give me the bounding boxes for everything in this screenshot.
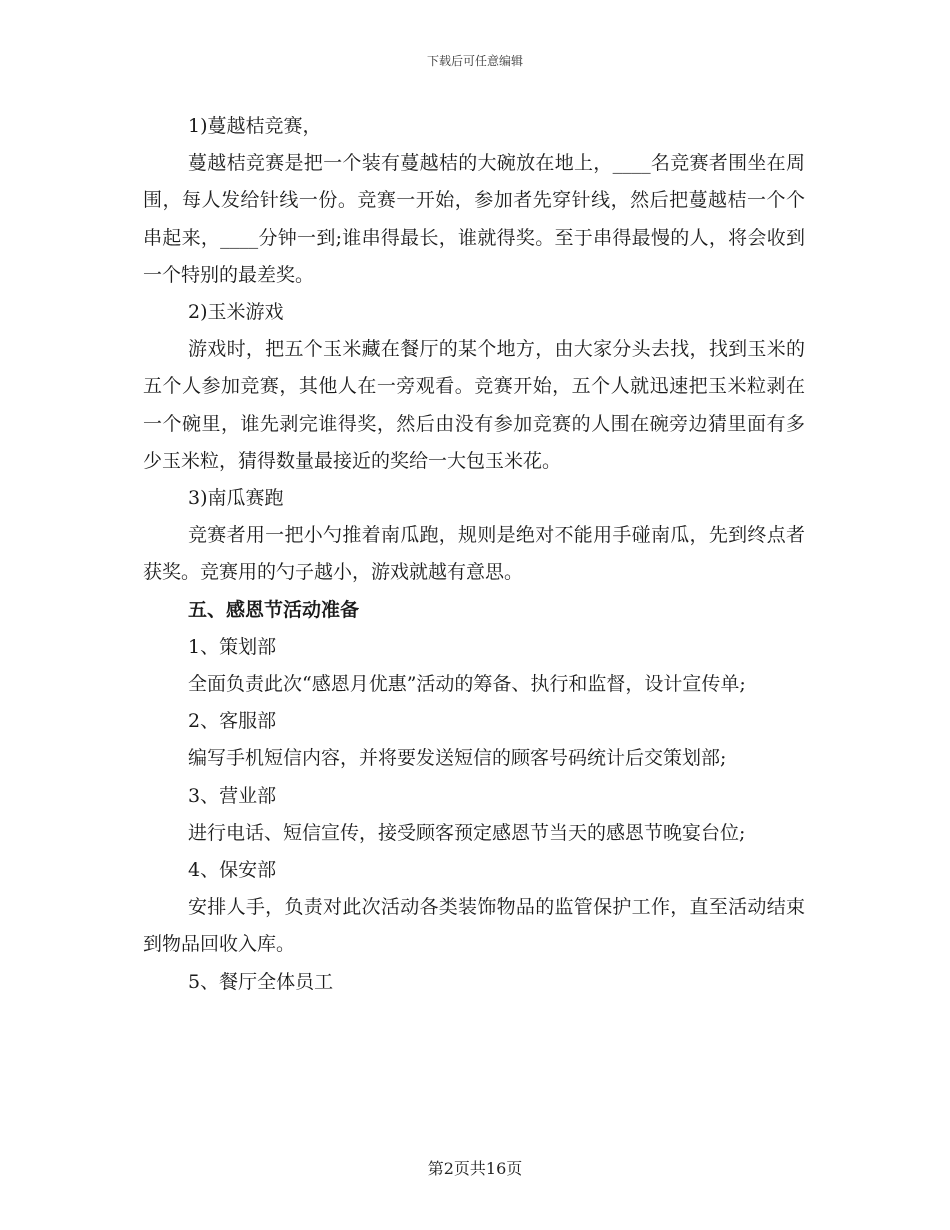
item-title-2: 2)玉米游戏 [188, 301, 284, 324]
paragraph-cranberry: 蔓越桔竞赛是把一个装有蔓越桔的大碗放在地上，____名竞赛者围坐在周围，每人发给针线一份。竞赛一开始，参加者先穿针线，然后把蔓越桔一个个串起来，____分钟一到;谁串得最长，谁就得奖。至于串得最慢的人，将会收到一个特别的最差奖。 [143, 152, 805, 286]
paragraph-pumpkin: 竞赛者用一把小勺推着南瓜跑，规则是绝对不能用手碰南瓜，先到终点者获奖。竞赛用的勺子越小，游戏就越有意思。 [143, 524, 805, 584]
paragraph-sales: 进行电话、短信宣传，接受顾客预定感恩节当天的感恩节晚宴台位; [188, 821, 746, 844]
item-title-3: 3)南瓜赛跑 [188, 487, 284, 510]
dept-title-security: 4、保安部 [188, 859, 277, 882]
section-heading: 五、感恩节活动准备 [188, 598, 360, 621]
dept-title-staff: 5、餐厅全体员工 [188, 970, 334, 993]
item-title-1: 1)蔓越桔竞赛， [188, 115, 322, 137]
paragraph-corn: 游戏时，把五个玉米藏在餐厅的某个地方，由大家分头去找，找到玉米的五个人参加竞赛，其他人在一旁观看。竞赛开始，五个人就迅速把玉米粒剥在一个碗里，谁先剥完谁得奖，然后由没有参加竞赛的人围在碗旁边猜里面有多少玉米粒，猜得数量最接近的奖给一大包玉米花。 [143, 338, 805, 472]
paragraph-security: 安排人手，负责对此次活动各类装饰物品的监管保护工作，直至活动结束到物品回收入库。 [143, 896, 805, 956]
page-footer: 第2页共16页 [427, 1159, 523, 1178]
document-body [143, 108, 805, 1001]
paragraph-planning: 全面负责此次“感恩月优惠”活动的筹备、执行和监督，设计宣传单; [188, 673, 746, 696]
dept-title-sales: 3、营业部 [188, 784, 277, 807]
page-header: 下载后可任意编辑 [426, 54, 523, 68]
paragraph-service: 编写手机短信内容，并将要发送短信的顾客号码统计后交策划部; [188, 747, 727, 770]
dept-title-service: 2、客服部 [188, 710, 277, 733]
dept-title-planning: 1、策划部 [188, 635, 277, 658]
